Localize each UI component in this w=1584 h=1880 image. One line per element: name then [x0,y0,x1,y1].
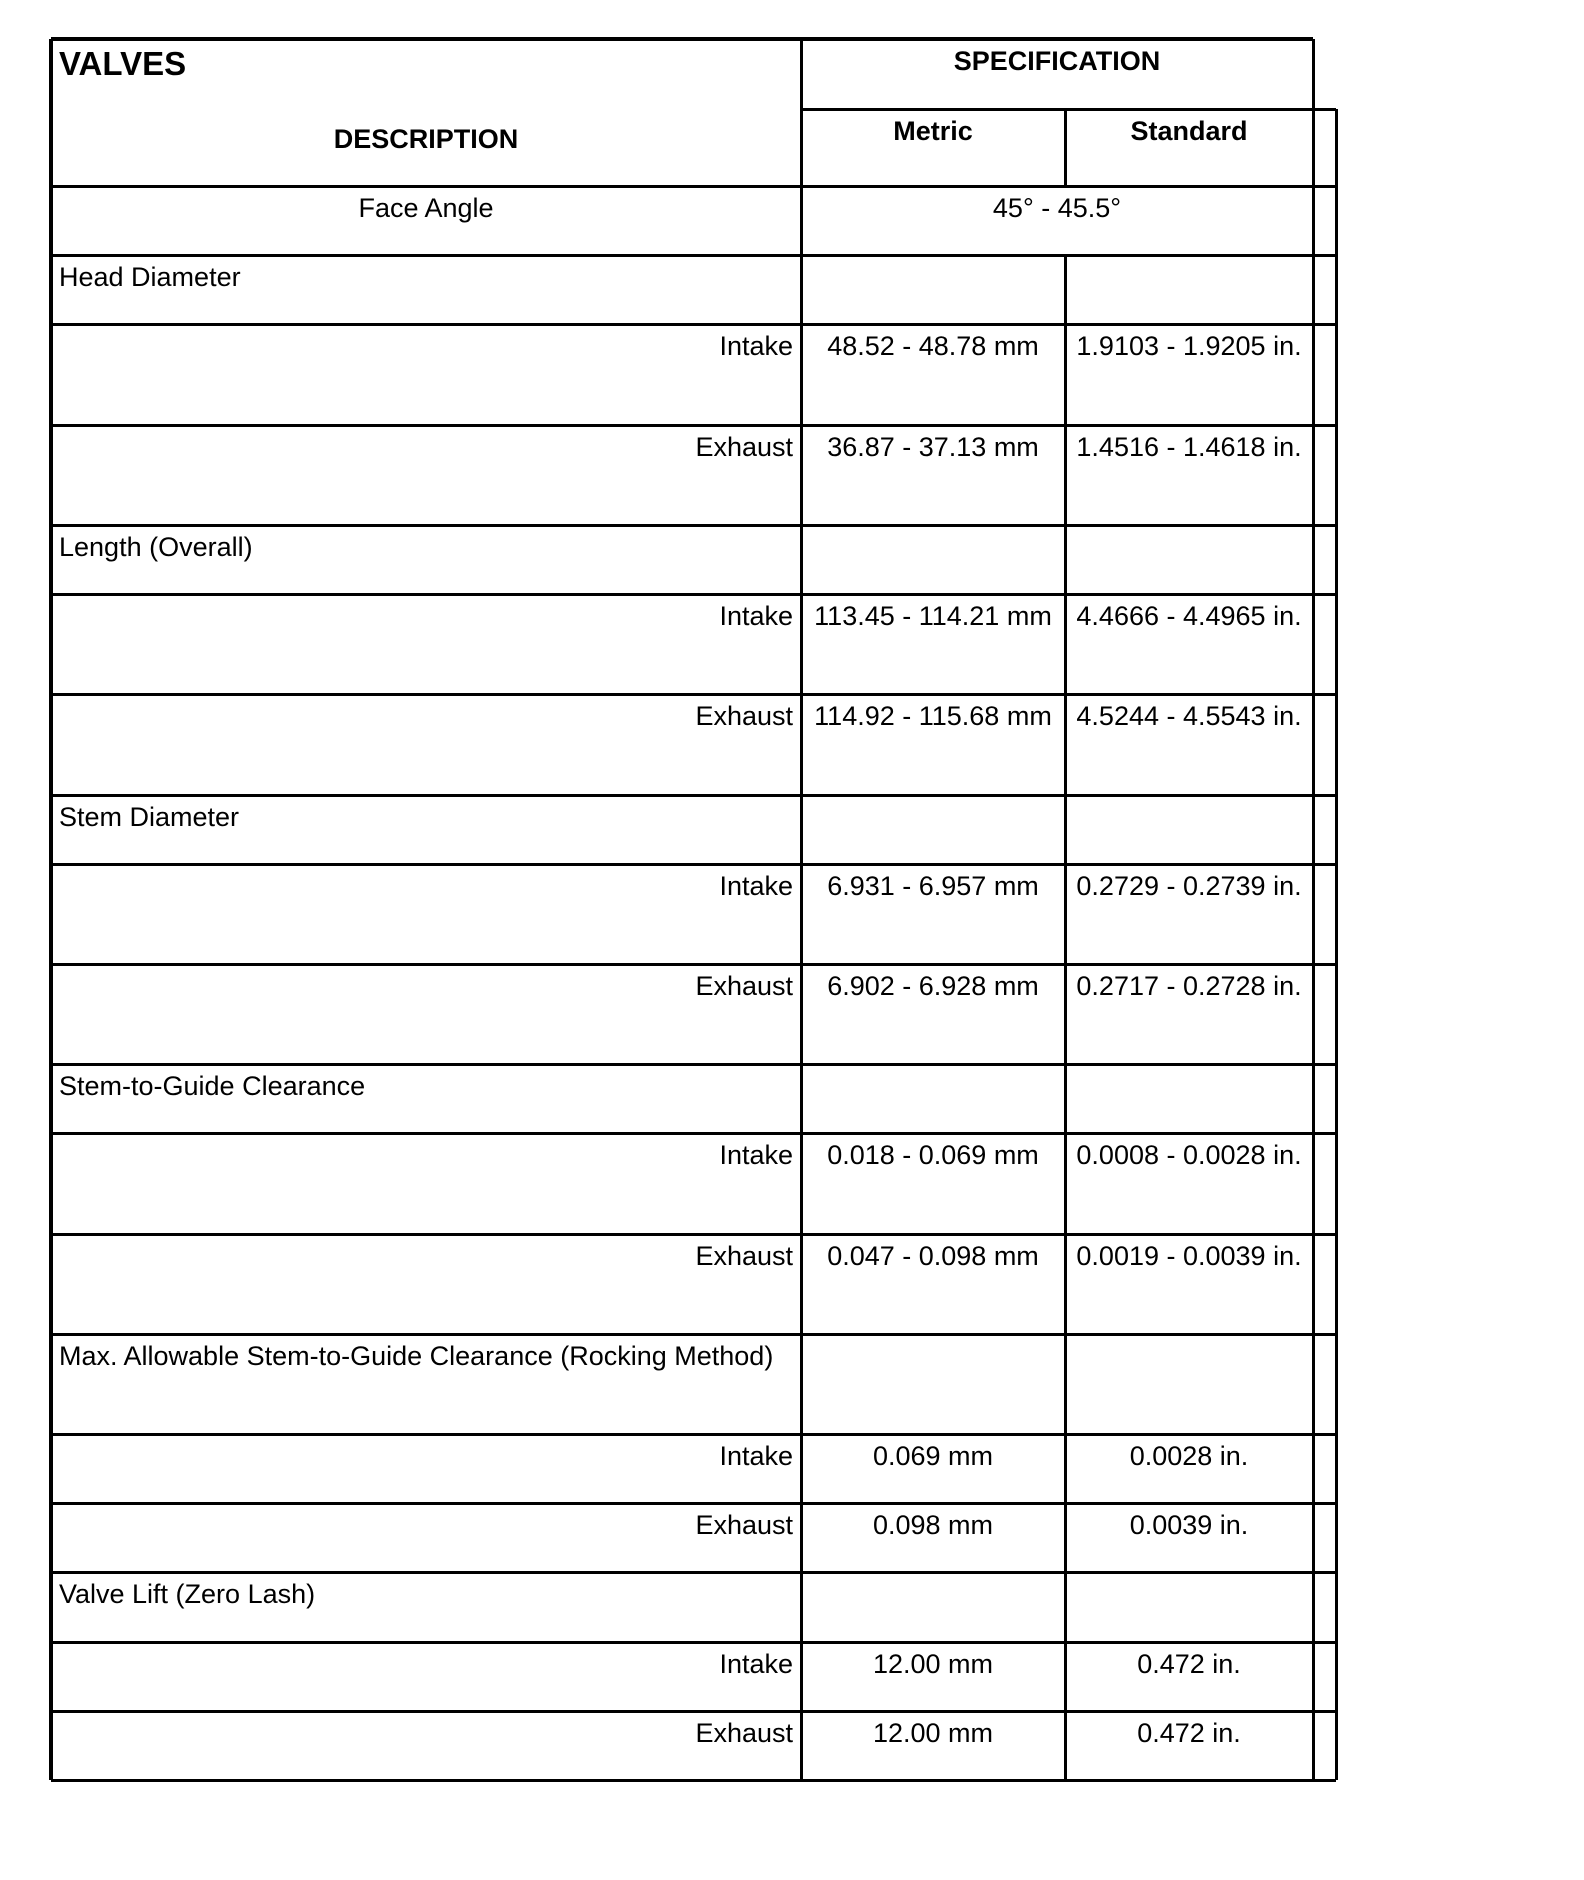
group-label: Valve Lift (Zero Lash) [59,1579,316,1609]
grid-line [51,693,1336,696]
group-label: Length (Overall) [59,532,253,562]
grid-line [1064,694,1067,795]
standard-value: 0.2717 - 0.2728 in. [1076,971,1302,1001]
grid-line [1064,1064,1067,1133]
grid-line [51,1063,1336,1066]
metric-value: 114.92 - 115.68 mm [814,701,1052,731]
metric-value: 0.098 mm [872,1510,994,1540]
grid-line [51,1333,1336,1336]
row-label: Exhaust [695,1718,793,1748]
grid-line [51,1502,1336,1505]
grid-line [51,524,1336,527]
standard-value: 0.0028 in. [1129,1441,1249,1471]
metric-value: 0.069 mm [872,1441,994,1471]
row-label: Intake [719,1649,793,1679]
metric-value: 12.00 mm [872,1649,994,1679]
grid-line [51,424,1336,427]
grid-line [51,1641,1336,1644]
grid-line [1064,1133,1067,1234]
grid-line [1064,1234,1067,1334]
grid-line [49,39,53,1780]
row-label: Intake [719,331,793,361]
standard-value: 0.472 in. [1137,1649,1241,1679]
standard-value: 0.2729 - 0.2739 in. [1076,871,1302,901]
grid-line [1064,1503,1067,1572]
metric-value: 48.52 - 48.78 mm [827,331,1039,361]
row-label: Exhaust [695,971,793,1001]
grid-line [51,185,1336,188]
grid-line [51,1233,1336,1236]
grid-line [800,39,803,1780]
standard-value: 1.9103 - 1.9205 in. [1076,331,1302,361]
grid-line [1312,39,1315,1780]
row-value: 45° - 45.5° [992,193,1122,223]
row-label: Intake [719,601,793,631]
grid-line [1064,425,1067,525]
metric-value: 6.931 - 6.957 mm [827,871,1039,901]
grid-line [51,1433,1336,1436]
grid-line [1064,525,1067,594]
grid-line [1064,109,1067,186]
group-label: Stem Diameter [59,802,240,832]
grid-line [51,863,1336,866]
grid-line [51,963,1336,966]
grid-line [51,254,1336,257]
grid-line [51,1571,1336,1574]
standard-value: 1.4516 - 1.4618 in. [1076,432,1302,462]
standard-value: 0.0039 in. [1129,1510,1249,1540]
group-label: Stem-to-Guide Clearance [59,1071,366,1101]
row-label: Exhaust [695,1241,793,1271]
metric-value: 6.902 - 6.928 mm [827,971,1039,1001]
grid-line [1064,594,1067,694]
grid-line [1064,964,1067,1064]
grid-line [1064,1334,1067,1434]
standard-value: 0.472 in. [1137,1718,1241,1748]
grid-line [51,794,1336,797]
row-label: Face Angle [358,193,494,223]
specification-header: SPECIFICATION [953,46,1161,76]
grid-line [51,593,1336,596]
metric-value: 0.018 - 0.069 mm [827,1140,1039,1170]
standard-value: 0.0019 - 0.0039 in. [1076,1241,1302,1271]
standard-value: 4.4666 - 4.4965 in. [1076,601,1302,631]
grid-line [51,1779,1336,1782]
metric-value: 36.87 - 37.13 mm [827,432,1039,462]
row-label: Exhaust [695,1510,793,1540]
metric-header: Metric [893,116,973,146]
grid-line [1335,109,1338,1780]
metric-value: 12.00 mm [872,1718,994,1748]
metric-value: 0.047 - 0.098 mm [827,1241,1039,1271]
standard-value: 4.5244 - 4.5543 in. [1076,701,1302,731]
table-title: VALVES [59,45,187,82]
grid-line [1064,255,1067,324]
standard-value: 0.0008 - 0.0028 in. [1076,1140,1302,1170]
grid-line [1064,795,1067,864]
metric-value: 113.45 - 114.21 mm [814,601,1052,631]
standard-header: Standard [1130,116,1248,146]
grid-line [1064,864,1067,964]
grid-line [51,37,1313,41]
grid-line [1064,1434,1067,1503]
grid-line [1064,1711,1067,1780]
description-header: DESCRIPTION [333,124,519,154]
grid-line [1064,1572,1067,1642]
grid-line [801,108,1336,111]
grid-line [51,1132,1336,1135]
grid-line [1064,1642,1067,1711]
row-label: Exhaust [695,701,793,731]
group-label: Head Diameter [59,262,241,292]
grid-line [1064,324,1067,425]
row-label: Intake [719,871,793,901]
row-label: Intake [719,1441,793,1471]
grid-line [51,323,1336,326]
row-label: Exhaust [695,432,793,462]
row-label: Intake [719,1140,793,1170]
group-label: Max. Allowable Stem-to-Guide Clearance (Rocking Method) [59,1341,774,1371]
grid-line [51,1710,1336,1713]
